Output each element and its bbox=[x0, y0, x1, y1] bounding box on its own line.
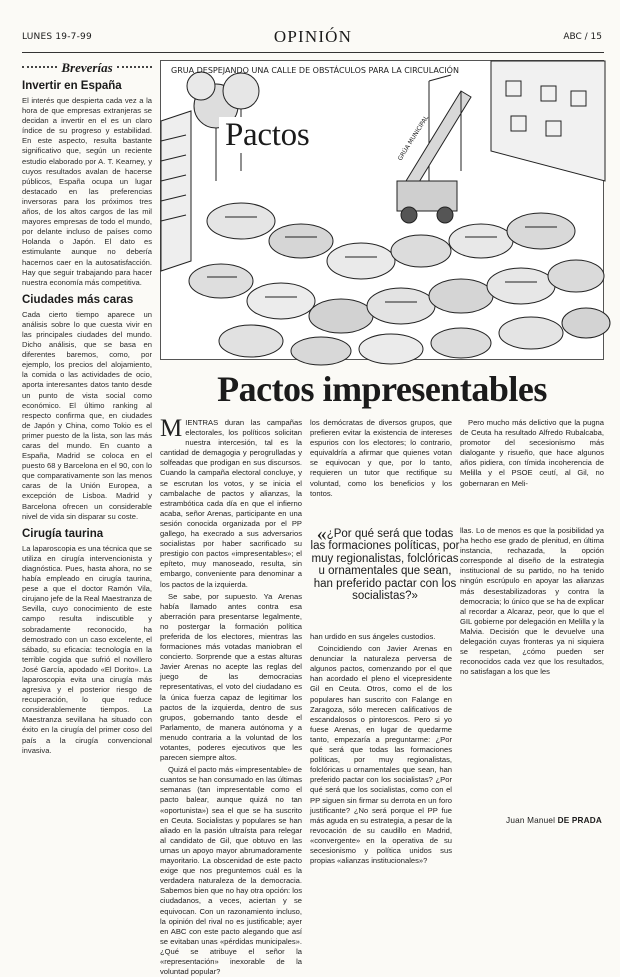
article-paragraph: Se sabe, por supuesto. Ya Arenas había llamado antes contra esa aberración para presentarse legalmente, no postergar la formación política preferida de los electores, mientras las formaciones más votadas maniobran el concierto. Sorprende que a estas alturas Javier Arenas no acepte las reglas del juego de las democracias representativas, el voto del ciudadano es la única fuerza capaz de legitimar los pactos de la izquierda, dentro de sus grupos, gobernando tanto desde el Parlamento, de manera autónoma y a menudo contraria a la voluntad de los votantes, poderes ejecutivos que les parecen siempre altos. bbox=[160, 591, 302, 763]
article-paragraph: Quizá el pacto más «impresentable» de cuantos se han consumado en las últimas semanas (tan impresentable como el pacto balear, aunque quizá no tan «oportunista») sea el que se ha suscrito en Ceuta. Socialistas y populares se han aliado en la pasión ultraísta para relegar al candidato de Gil, que obtuvo en las urnas un apoyo mayor abrumadoramente mayoritario. La obscenidad de este pacto exige que nos preguntemos cuál es la verdadera naturaleza de la democracia. Sabemos bien que no hay otra opción: los ciudadanos, a veces, aciertan y se equivocan. Con un razonamiento incluso, la opinión del rival no es justificable; ayer en ABC con este pacto alegando que así se evitaban unas «pérdidas municipales». ¿Qué se atribuye el señor la «representación» inexorable de la voluntad popular? bbox=[160, 765, 302, 977]
sidebar-breverias bbox=[22, 60, 152, 850]
issue-date: LUNES 19-7-99 bbox=[22, 32, 92, 42]
brief-body-cirugia: La laparoscopia es una técnica que se utiliza en cirugía intervencionista y diagnóstica. Pues, hasta ahora, no se había empleado en cirugía taurina, pese a que el doctor Ramón Vila, cirujano jefe de la Real Maestranza de Sevilla, cuyo conocimiento de este campo resulta indiscutible y sobradamente reconocido, ha demostrado con un caso excelente, el sábado, su eficacia: tecnología en la terrible cogida que sufrió el novillero José García, apodado «El Dorito». La laparoscopia evita una cirugía más agresiva y el posterior riesgo de recuperación, lo que reduce considerablemente tiempos. La Maestranza sevillana ha situado con éxito en la cirugía del primer coso del país a la cirugía convencional invasiva. bbox=[22, 543, 152, 755]
page-header bbox=[22, 28, 604, 50]
article-paragraph: MIENTRAS duran las campañas electorales, los políticos solicitan nuestra intercesión, tal es la cantidad de demagogia y perogrulladas y solfeadas que prodigan en sus discursos. Cuando la campaña electoral concluye, y se escrutan los votos, y se inicia el cambalache de pactos y alianzas, la estrambótica cada día en que el infierno acaba, señor Arenas, participante en una sesión conocida organizada por el PP gallego, ha execrado a sus adversarios socialistas por haber sacrificado su prestigio con pactos «impresentables»; el epíteto, muy manoseado, resulta, sin embargo, conveniente para denominar a los pactos de la izquierda. bbox=[160, 415, 302, 589]
drop-cap: M bbox=[160, 415, 183, 442]
article-paragraph: han urdido en sus ángeles custodios. bbox=[310, 632, 436, 641]
brief-body-ciudades: Cada cierto tiempo aparece un análisis sobre lo que cuesta vivir en las principales ciudades del mundo. Dicho análisis, que se basa en diferentes baremos, como, por ejemplo, los precios del alojamiento, la comida o las actividades de ocio, aporta interesantes datos tanto desde un punto de vista social como económico. El último ranking al respecto confirma que, en ciudades de Japón y China, como Tokio es el primer puesto de la lista, son las más caras del mundo. En cuanto a España, Madrid se coloca en el puesto 68 y Barcelona en el 90, con lo que comparativamente son las menos caras de la Unión Europea, a excepción de Lisboa. Madrid y Barcelona ofrecen un considerable nivel de vida sin disparar su coste. bbox=[22, 309, 152, 521]
editorial-cartoon bbox=[160, 60, 604, 360]
section-title: OPINIÓN bbox=[273, 27, 353, 46]
cartoon-drawing bbox=[161, 61, 605, 361]
article-headline: Pactos impresentables bbox=[217, 369, 547, 409]
article-paragraph: llas. Lo de menos es que la posibilidad ya ha hecho ese grado de plenitud, en última instancia, rechazada, la opción corresponde al diseño de la estrategia institucional de su partido, no ha tenido ningún escrúpulo en apoyar las alianzas más desestabilizadoras y contra la democracia; lo único que se ha de explicar al recordar a Alcaraz, peor, que lo que el GIL gobierne por delegación en Melilla y la Malvia. Decisión que le devuelve una delegación cuyas fronteras ya ni siquiera se respetan, ¿cómo pueden ser reconocidos cada vez que los resultados, no satisfagan a los que les bbox=[460, 526, 604, 677]
header-rule bbox=[22, 52, 604, 53]
article-column-2-top bbox=[310, 418, 452, 526]
page-number: ABC / 15 bbox=[563, 32, 602, 42]
article-column-3-top bbox=[460, 418, 604, 526]
brief-heading-ciudades: Ciudades más caras bbox=[22, 293, 134, 306]
cartoon-caption: GRUA DESPEJANDO UNA CALLE DE OBSTÁCULOS PARA LA CIRCULACIÓN bbox=[171, 66, 459, 75]
article-paragraph: Pero mucho más delictivo que la pugna de Ceuta ha resultado Alfredo Rubalcaba, promotor del secesionismo más dialogante y risueño, que hace algunos años pidiera, con tímida incoherencia de Melilla y el PSOE ceutí, al Gil, no gobernaran en Meli- bbox=[460, 418, 604, 488]
article-column-3-mid bbox=[460, 526, 604, 677]
brief-heading-cirugia: Cirugía taurina bbox=[22, 527, 104, 540]
author-signature: Juan Manuel DE PRADA bbox=[506, 816, 602, 825]
article-column-2-bottom bbox=[310, 632, 452, 866]
cartoon-title: Pactos bbox=[219, 117, 315, 153]
sidebar-title: Breverías bbox=[22, 60, 152, 76]
article-paragraph: Coincidiendo con Javier Arenas en denunciar la naturaleza perversa de algunos pactos, comenzando por el que han acordado el pleno el vicepresidente Gil en Ceuta. Otros, como el de los populares han suscrito con Falange en Zaragoza, sólo merecen calificativos de escandalosos o pintorescos. Pero si yo fuese Arenas, en lugar de quedarme tanto, empezaría a preguntarme: ¿Por qué será que todas las formaciones políticas, por muy regionalistas, folclóricas u ornamentales que sean, han preferido pactar con los socialistas? ¿Por qué será que los socialistas, como con el PP siguen sin firmar su derrota en un foro justificante? ¿No será porque el PP fue más aguda en su estrategia, a pesar de la revocación de su caudillo en Madrid, «convergente» en la operativa de su secesionismo y política unidos sus propias «alianzas institucionales»? bbox=[310, 644, 452, 866]
article-paragraph: los demócratas de diversos grupos, que prefieren evitar la existencia de intereses espurios con los electores; lo contrario, equivaldría a afirmar que quienes votan se equivocan y que, por lo tanto, requieren un tutor que rectifique su voluntad, como los beneficios y los tontos. bbox=[310, 418, 452, 498]
brief-body-invertir: El interés que despierta cada vez a la hora de que empresas extranjeras se decidan a invertir en el es un claro índice de su progreso y estabilidad. En este aspecto, resulta bastante significativo que, según un reciente estudio elaborado por A. T. Kearney, y cuyos resultados avalan de hacerse públicos, España ocupa un lugar destacado en las preferencias inversoras para los próximos tres años, de los altos cargos de las mil mayores empresas de todo el mundo, por delante incluso de países como Holanda o Japón. El dato es estimulante aunque no debería hacernos caer en la autosatisfacción. Hay que seguir trabajando para hacer nuestra economía más competitiva. bbox=[22, 96, 152, 287]
article-column-1 bbox=[160, 415, 302, 977]
crane-label: GRÚA MUNICIPAL bbox=[396, 114, 431, 163]
brief-heading-invertir: Invertir en España bbox=[22, 80, 122, 92]
pull-quote: «¿Por qué será que todas las formaciones políticas, por muy regionalistas, folclóricas u ornamentales que sean, han preferido pactar con los socialistas?» bbox=[310, 523, 460, 603]
